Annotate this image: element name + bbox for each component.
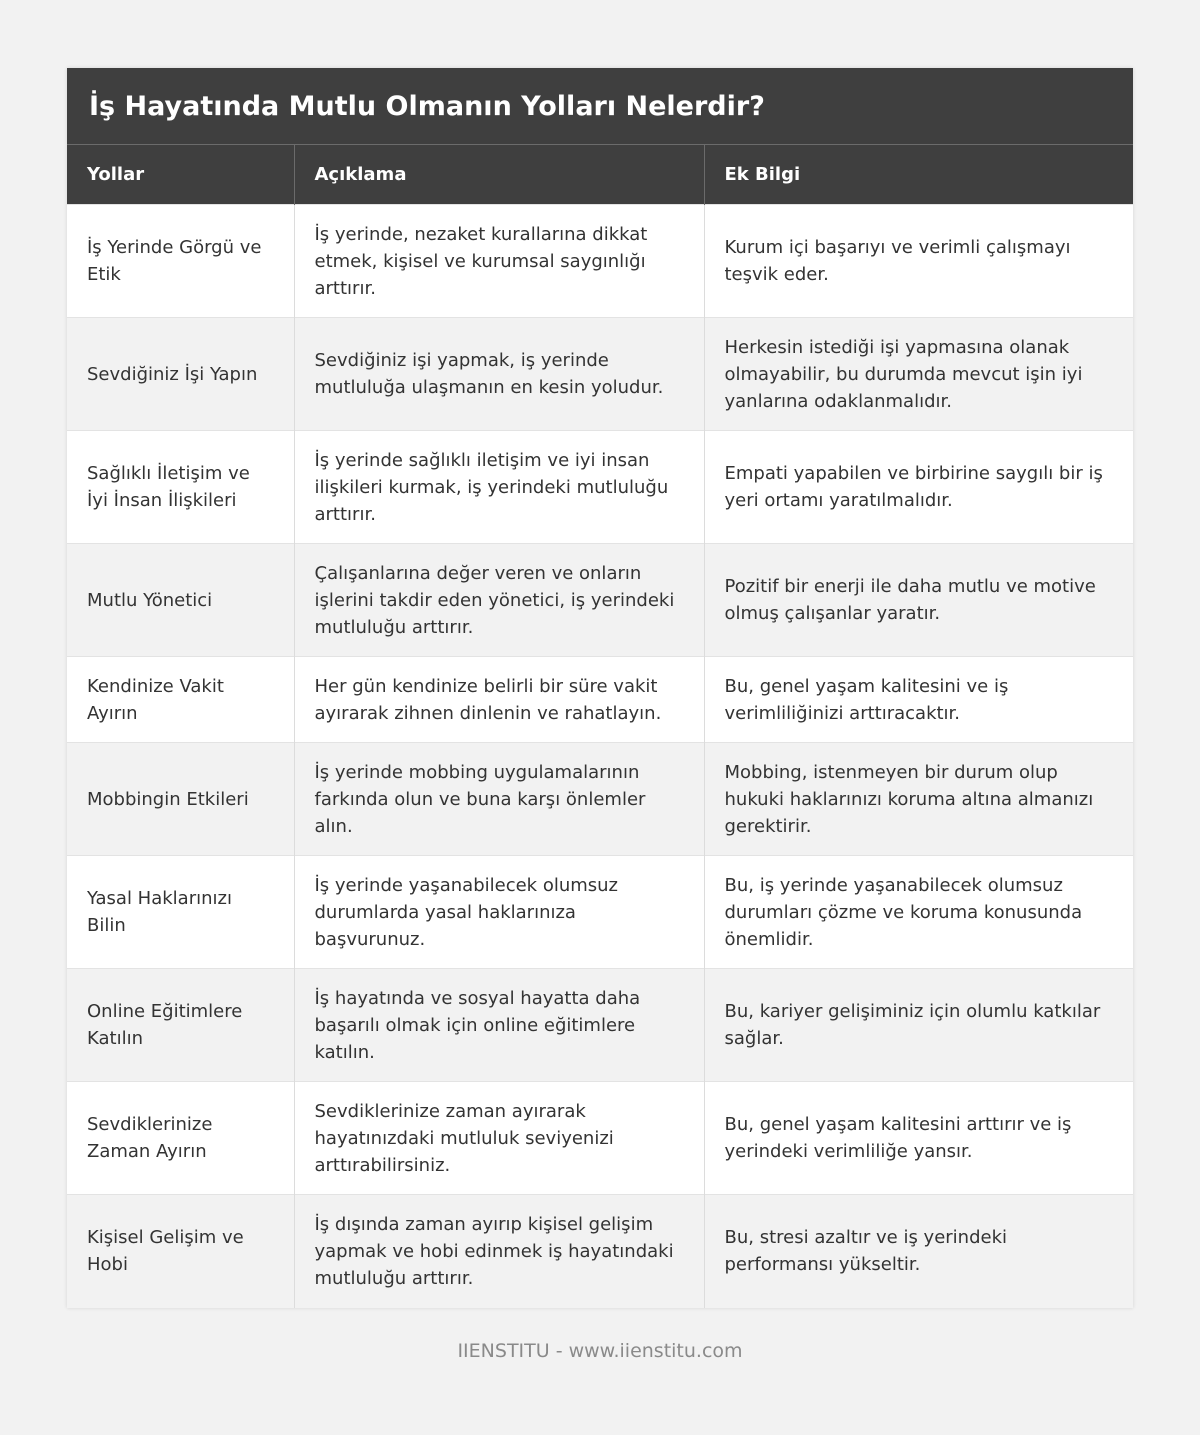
cell-yollar: Online Eğitimlere Katılın [67, 969, 294, 1082]
cell-ek-bilgi: Kurum içi başarıyı ve verimli çalışmayı teşvik eder. [704, 205, 1133, 318]
cell-ek-bilgi: Mobbing, istenmeyen bir durum olup hukuki haklarınızı koruma altına almanızı gerektirir. [704, 743, 1133, 856]
cell-aciklama: İş yerinde mobbing uygulamalarının farkında olun ve buna karşı önlemler alın. [294, 743, 704, 856]
cell-ek-bilgi: Bu, stresi azaltır ve iş yerindeki performansı yükseltir. [704, 1195, 1133, 1308]
table-row [67, 544, 1133, 657]
cell-yollar: Kişisel Gelişim ve Hobi [67, 1195, 294, 1308]
cell-aciklama: İş yerinde, nezaket kurallarına dikkat etmek, kişisel ve kurumsal saygınlığı arttırır. [294, 205, 704, 318]
cell-ek-bilgi: Bu, genel yaşam kalitesini arttırır ve iş yerindeki verimliliğe yansır. [704, 1082, 1133, 1195]
table-row [67, 657, 1133, 743]
cell-yollar: Yasal Haklarınızı Bilin [67, 856, 294, 969]
cell-yollar: İş Yerinde Görgü ve Etik [67, 205, 294, 318]
table-row [67, 856, 1133, 969]
header-ek-bilgi: Ek Bilgi [704, 145, 1133, 205]
cell-aciklama: Sevdiklerinize zaman ayırarak hayatınızdaki mutluluk seviyenizi arttırabilirsiniz. [294, 1082, 704, 1195]
cell-aciklama: İş yerinde sağlıklı iletişim ve iyi insan ilişkileri kurmak, iş yerindeki mutluluğu arttırır. [294, 431, 704, 544]
table-title: İş Hayatında Mutlu Olmanın Yolları Nelerdir? [67, 68, 1133, 144]
cell-ek-bilgi: Bu, kariyer gelişiminiz için olumlu katkılar sağlar. [704, 969, 1133, 1082]
header-aciklama: Açıklama [294, 145, 704, 205]
header-row [67, 145, 1133, 205]
cell-ek-bilgi: Pozitif bir enerji ile daha mutlu ve motive olmuş çalışanlar yaratır. [704, 544, 1133, 657]
cell-aciklama: Sevdiğiniz işi yapmak, iş yerinde mutluluğa ulaşmanın en kesin yoludur. [294, 318, 704, 431]
data-table [67, 144, 1133, 1308]
cell-ek-bilgi: Empati yapabilen ve birbirine saygılı bir iş yeri ortamı yaratılmalıdır. [704, 431, 1133, 544]
cell-aciklama: Her gün kendinize belirli bir süre vakit ayırarak zihnen dinlenin ve rahatlayın. [294, 657, 704, 743]
table-row [67, 969, 1133, 1082]
cell-aciklama: İş hayatında ve sosyal hayatta daha başarılı olmak için online eğitimlere katılın. [294, 969, 704, 1082]
cell-aciklama: İş yerinde yaşanabilecek olumsuz durumlarda yasal haklarınıza başvurunuz. [294, 856, 704, 969]
table-row [67, 431, 1133, 544]
table-row [67, 205, 1133, 318]
cell-aciklama: Çalışanlarına değer veren ve onların işlerini takdir eden yönetici, iş yerindeki mutluluğu arttırır. [294, 544, 704, 657]
cell-yollar: Mutlu Yönetici [67, 544, 294, 657]
cell-yollar: Sağlıklı İletişim ve İyi İnsan İlişkileri [67, 431, 294, 544]
cell-yollar: Sevdiğiniz İşi Yapın [67, 318, 294, 431]
header-yollar: Yollar [67, 145, 294, 205]
footer-credit: IIENSTITU - www.iienstitu.com [457, 1340, 743, 1362]
table-card [67, 68, 1133, 1308]
table-row [67, 1082, 1133, 1195]
table-row [67, 1195, 1133, 1308]
cell-aciklama: İş dışında zaman ayırıp kişisel gelişim yapmak ve hobi edinmek iş hayatındaki mutluluğu arttırır. [294, 1195, 704, 1308]
table-row [67, 743, 1133, 856]
cell-ek-bilgi: Herkesin istediği işi yapmasına olanak olmayabilir, bu durumda mevcut işin iyi yanlarına odaklanmalıdır. [704, 318, 1133, 431]
cell-yollar: Sevdiklerinize Zaman Ayırın [67, 1082, 294, 1195]
table-row [67, 318, 1133, 431]
cell-yollar: Kendinize Vakit Ayırın [67, 657, 294, 743]
cell-yollar: Mobbingin Etkileri [67, 743, 294, 856]
cell-ek-bilgi: Bu, iş yerinde yaşanabilecek olumsuz durumları çözme ve koruma konusunda önemlidir. [704, 856, 1133, 969]
cell-ek-bilgi: Bu, genel yaşam kalitesini ve iş verimliliğinizi arttıracaktır. [704, 657, 1133, 743]
